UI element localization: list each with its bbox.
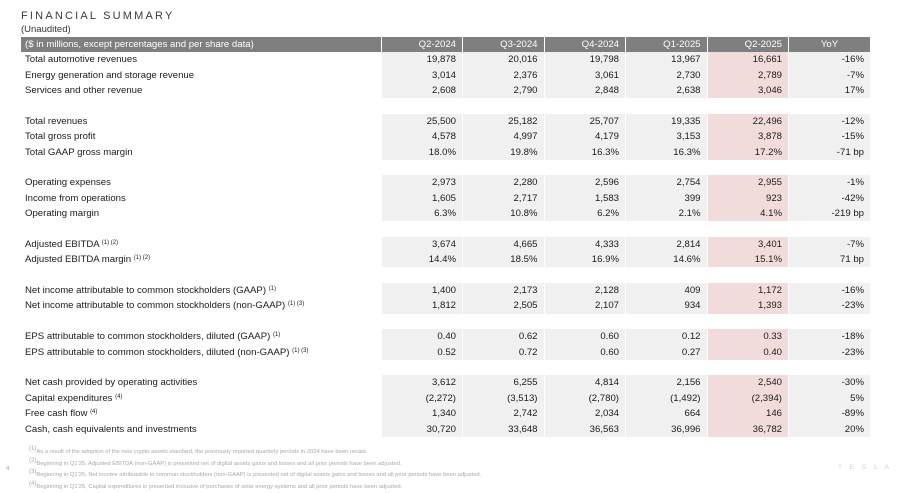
row-label [21, 114, 381, 129]
value-cell: 15.1% [707, 252, 789, 267]
row-label [21, 375, 381, 390]
spacer-cell [21, 314, 870, 329]
group-spacer-row [21, 160, 870, 175]
header-units-label: ($ in millions, except percentages and per share data) [21, 37, 381, 52]
value-cell: 2,789 [707, 67, 789, 82]
row-label [21, 83, 381, 98]
value-cell: 2,742 [463, 406, 545, 421]
footnote-number: (3) [29, 469, 37, 476]
value-cell: 16,661 [707, 52, 789, 67]
footnote-line [29, 445, 481, 457]
value-cell: 0.72 [463, 344, 545, 359]
yoy-cell: -7% [789, 237, 871, 252]
yoy-cell: -15% [789, 129, 871, 144]
table-header-row [21, 37, 870, 52]
value-cell: (3,513) [463, 391, 545, 406]
footnote-text: As a result of the adoption of the new crypto assets standard, the previously reported quarterly periods in 2024 have been recast. [36, 449, 368, 455]
value-cell: 1,605 [381, 191, 463, 206]
value-cell: 2,717 [463, 191, 545, 206]
value-cell: 4,814 [544, 375, 626, 390]
table-row [21, 375, 870, 390]
row-label [21, 391, 381, 406]
yoy-cell: -12% [789, 114, 871, 129]
value-cell: 934 [626, 298, 708, 313]
table-row [21, 237, 870, 252]
row-label [21, 283, 381, 298]
value-cell: 16.3% [626, 144, 708, 159]
value-cell: 25,182 [463, 114, 545, 129]
footnote-ref: (1) (3) [292, 347, 309, 354]
value-cell: 923 [707, 191, 789, 206]
column-header: Q2-2025 [707, 37, 789, 52]
value-cell: 13,967 [626, 52, 708, 67]
footnote-ref: (4) [90, 409, 98, 416]
yoy-cell: -219 bp [789, 206, 871, 221]
company-logo: T E S L A [838, 464, 893, 471]
value-cell: 399 [626, 191, 708, 206]
table-row [21, 129, 870, 144]
row-label [21, 206, 381, 221]
row-label-text: EPS attributable to common stockholders, diluted (non-GAAP) [25, 346, 290, 358]
value-cell: (2,272) [381, 391, 463, 406]
row-label-text: Total revenues [25, 115, 88, 127]
row-label [21, 175, 381, 190]
value-cell: 0.40 [707, 344, 789, 359]
table-row [21, 329, 870, 344]
footnote-ref: (1) (2) [101, 239, 119, 246]
value-cell: 25,707 [544, 114, 626, 129]
value-cell: 2,973 [381, 175, 463, 190]
row-label-text: Energy generation and storage revenue [25, 69, 195, 81]
value-cell: 2,608 [381, 83, 463, 98]
page-title: FINANCIAL SUMMARY [21, 10, 175, 22]
table-row [21, 144, 870, 159]
value-cell: 1,812 [381, 298, 463, 313]
value-cell: 10.8% [463, 206, 545, 221]
yoy-cell: -30% [789, 375, 871, 390]
yoy-cell: 71 bp [789, 252, 871, 267]
value-cell: 3,153 [626, 129, 708, 144]
row-label-text: Cash, cash equivalents and investments [25, 423, 197, 435]
table-row [21, 298, 870, 313]
footnote-ref: (1) (2) [133, 255, 151, 262]
row-label [21, 344, 381, 359]
value-cell: 146 [707, 406, 789, 421]
table-row [21, 175, 870, 190]
value-cell: 2,754 [626, 175, 708, 190]
value-cell: 4,997 [463, 129, 545, 144]
row-label-text: Capital expenditures [25, 392, 113, 404]
yoy-cell: 5% [789, 391, 871, 406]
value-cell: 2,173 [463, 283, 545, 298]
row-label-text: Total GAAP gross margin [25, 146, 133, 158]
value-cell: 0.27 [626, 344, 708, 359]
yoy-cell: 20% [789, 421, 871, 436]
row-label [21, 67, 381, 82]
value-cell: 6.3% [381, 206, 463, 221]
value-cell: 2,638 [626, 83, 708, 98]
spacer-cell [21, 221, 870, 236]
value-cell: 16.3% [544, 144, 626, 159]
value-cell: 3,014 [381, 67, 463, 82]
row-label [21, 421, 381, 436]
yoy-cell: -18% [789, 329, 871, 344]
row-label-text: Net income attributable to common stockholders (GAAP) [25, 285, 267, 297]
value-cell: 0.12 [626, 329, 708, 344]
row-label [21, 191, 381, 206]
footnote-number: (1) [29, 446, 37, 452]
value-cell: 6,255 [463, 375, 545, 390]
yoy-cell: -1% [789, 175, 871, 190]
table-row [21, 283, 870, 298]
value-cell: 2,790 [463, 83, 545, 98]
value-cell: 1,400 [381, 283, 463, 298]
spacer-cell [21, 160, 870, 175]
spacer-cell [21, 267, 870, 282]
value-cell: 4.1% [707, 206, 789, 221]
value-cell: 0.60 [544, 344, 626, 359]
value-cell: 2,107 [544, 298, 626, 313]
row-label [21, 298, 381, 313]
yoy-cell: -7% [789, 67, 871, 82]
footnote-ref: (4) [115, 393, 123, 400]
spacer-cell [21, 98, 870, 113]
page-subtitle: (Unaudited) [21, 24, 71, 35]
row-label-text: Operating margin [25, 208, 100, 220]
value-cell: 0.52 [381, 344, 463, 359]
table-row [21, 344, 870, 359]
row-label-text: Net cash provided by operating activities [25, 377, 198, 389]
value-cell: 2,280 [463, 175, 545, 190]
yoy-cell: -16% [789, 283, 871, 298]
footnote-line [29, 468, 481, 480]
value-cell: 2,034 [544, 406, 626, 421]
row-label-text: Income from operations [25, 192, 126, 204]
value-cell: 33,648 [463, 421, 545, 436]
value-cell: 36,563 [544, 421, 626, 436]
value-cell: 19,335 [626, 114, 708, 129]
value-cell: 664 [626, 406, 708, 421]
footnote-text: Beginning in Q1'25, Capital expenditures is presented inclusive of purchases of solar energy systems and all prior periods have been adjusted. [36, 483, 403, 490]
table-row [21, 206, 870, 221]
row-label [21, 329, 381, 344]
yoy-cell: -42% [789, 191, 871, 206]
value-cell: 2,128 [544, 283, 626, 298]
value-cell: 18.0% [381, 144, 463, 159]
row-label-text: Net income attributable to common stockholders (non-GAAP) [25, 300, 286, 312]
spacer-cell [21, 360, 870, 375]
value-cell: 1,393 [707, 298, 789, 313]
footnote-text: Beginning in Q1'25, Adjusted EBITDA (non-GAAP) is presented net of digital assets gains and losses and all prior periods have been adjusted. [36, 460, 402, 467]
value-cell: 2,730 [626, 67, 708, 82]
table-row [21, 52, 870, 67]
footnote-text: Beginning in Q1'25, Net income attributable to common stockholders (non-GAAP) is presented net of digital assets gains and losses and all prior periods have been adjusted. [36, 472, 482, 479]
column-header: Q1-2025 [626, 37, 708, 52]
table-row [21, 391, 870, 406]
value-cell: 2.1% [626, 206, 708, 221]
value-cell: 3,046 [707, 83, 789, 98]
value-cell: 2,376 [463, 67, 545, 82]
value-cell: 3,674 [381, 237, 463, 252]
footnote-line [29, 480, 481, 492]
row-label-text: Total gross profit [25, 131, 96, 143]
value-cell: 2,505 [463, 298, 545, 313]
table-row [21, 67, 870, 82]
row-label-text: Services and other revenue [25, 84, 143, 96]
value-cell: 36,996 [626, 421, 708, 436]
table-body [21, 52, 870, 437]
value-cell: 2,156 [626, 375, 708, 390]
value-cell: 19,798 [544, 52, 626, 67]
row-label-text: Adjusted EBITDA [25, 238, 100, 250]
group-spacer-row [21, 267, 870, 282]
row-label [21, 144, 381, 159]
value-cell: 25,500 [381, 114, 463, 129]
column-header: YoY [789, 37, 871, 52]
value-cell: 0.33 [707, 329, 789, 344]
value-cell: 0.40 [381, 329, 463, 344]
table-row [21, 191, 870, 206]
value-cell: 3,612 [381, 375, 463, 390]
row-label-text: EPS attributable to common stockholders, diluted (GAAP) [25, 331, 271, 343]
value-cell: 2,540 [707, 375, 789, 390]
yoy-cell: -16% [789, 52, 871, 67]
row-label-text: Free cash flow [25, 408, 88, 420]
row-label-text: Total automotive revenues [25, 54, 137, 66]
value-cell: 18.5% [463, 252, 545, 267]
value-cell: 2,955 [707, 175, 789, 190]
group-spacer-row [21, 221, 870, 236]
row-label-text: Operating expenses [25, 177, 111, 189]
group-spacer-row [21, 314, 870, 329]
value-cell: 3,061 [544, 67, 626, 82]
table-row [21, 114, 870, 129]
value-cell: 4,333 [544, 237, 626, 252]
value-cell: 3,401 [707, 237, 789, 252]
value-cell: 1,172 [707, 283, 789, 298]
value-cell: 19,878 [381, 52, 463, 67]
value-cell: 19.8% [463, 144, 545, 159]
column-header: Q2-2024 [381, 37, 463, 52]
value-cell: 4,179 [544, 129, 626, 144]
row-label-text: Adjusted EBITDA margin [25, 254, 132, 266]
row-label [21, 52, 381, 67]
financial-summary-table [21, 37, 871, 437]
footnote-ref: (1) [268, 286, 277, 293]
yoy-cell: 17% [789, 83, 871, 98]
row-label [21, 252, 381, 267]
page-number: 4 [6, 466, 10, 472]
value-cell: 4,578 [381, 129, 463, 144]
value-cell: 409 [626, 283, 708, 298]
yoy-cell: -23% [789, 344, 871, 359]
value-cell: 20,016 [463, 52, 545, 67]
value-cell: 14.4% [381, 252, 463, 267]
value-cell: 4,665 [463, 237, 545, 252]
value-cell: 0.60 [544, 329, 626, 344]
value-cell: 1,583 [544, 191, 626, 206]
footnote-number: (2) [29, 457, 37, 464]
row-label [21, 129, 381, 144]
value-cell: 2,596 [544, 175, 626, 190]
footnote-ref: (1) (3) [287, 301, 305, 308]
value-cell: 1,340 [381, 406, 463, 421]
table-row [21, 421, 870, 436]
footnote-number: (4) [29, 480, 37, 487]
table-row [21, 406, 870, 421]
value-cell: (2,394) [707, 391, 789, 406]
value-cell: 36,782 [707, 421, 789, 436]
group-spacer-row [21, 98, 870, 113]
value-cell: 0.62 [463, 329, 545, 344]
value-cell: 30,720 [381, 421, 463, 436]
footnote-line [29, 457, 481, 469]
yoy-cell: -89% [789, 406, 871, 421]
value-cell: 16.9% [544, 252, 626, 267]
yoy-cell: -71 bp [789, 144, 871, 159]
value-cell: (1,492) [626, 391, 708, 406]
value-cell: 17.2% [707, 144, 789, 159]
value-cell: 22,496 [707, 114, 789, 129]
value-cell: 6.2% [544, 206, 626, 221]
row-label [21, 237, 381, 252]
row-label [21, 406, 381, 421]
footnotes [29, 445, 481, 491]
column-header: Q3-2024 [463, 37, 545, 52]
value-cell: 14.6% [626, 252, 708, 267]
value-cell: 2,814 [626, 237, 708, 252]
group-spacer-row [21, 360, 870, 375]
footnote-ref: (1) [272, 332, 281, 339]
value-cell: (2,780) [544, 391, 626, 406]
column-header: Q4-2024 [544, 37, 626, 52]
yoy-cell: -23% [789, 298, 871, 313]
table-row [21, 252, 870, 267]
value-cell: 3,878 [707, 129, 789, 144]
table-row [21, 83, 870, 98]
value-cell: 2,848 [544, 83, 626, 98]
